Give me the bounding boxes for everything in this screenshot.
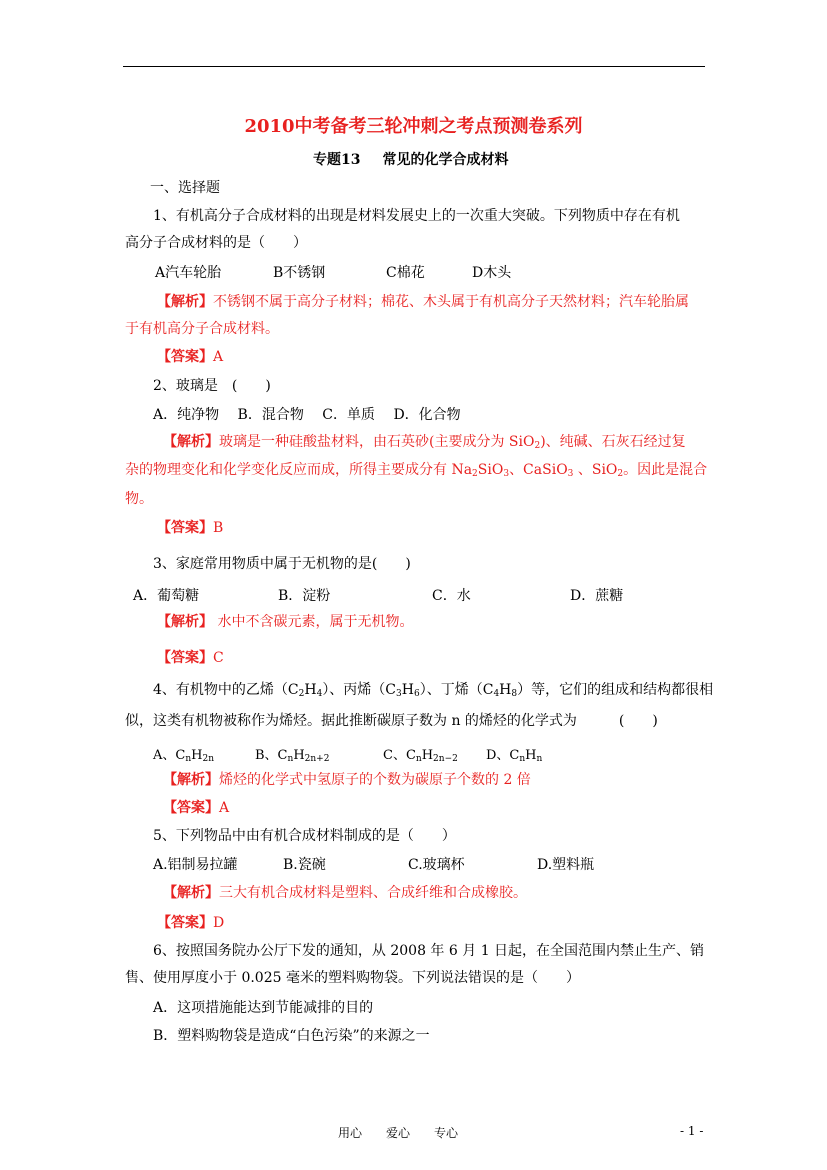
footer-motto: 用心 爱心 专心: [338, 1126, 459, 1140]
q1-line2: 高分子合成材料的是（ ）: [125, 235, 307, 251]
q4-answer: 【答案】A: [163, 800, 230, 816]
q1-option-c: C棉花: [386, 265, 425, 281]
q1-analysis-line1: 【解析】不锈钢不属于高分子材料；棉花、木头属于有机高分子天然材料；汽车轮胎属: [157, 294, 689, 310]
q4-option-a: A、$C_nH_{2n}$: [153, 748, 215, 764]
q2-line1: 2、玻璃是 ( ): [153, 378, 271, 394]
q3-option-d: D．蔗糖: [570, 588, 624, 604]
q5-analysis: 【解析】三大有机合成材料是塑料、合成纤维和合成橡胶。: [163, 885, 527, 901]
q3-analysis: 【解析】 水中不含碳元素，属于无机物。: [157, 614, 414, 630]
q5-option-b: B.瓷碗: [283, 857, 326, 873]
q4-line1: 4、有机物中的乙烯$(C_2H_4)$、丙烯$(C_3H_6)$、丁烯$(C_4H_8)$等，它们的组成和结构都很相: [153, 682, 714, 699]
q5-answer: 【答案】D: [157, 915, 225, 931]
q3-option-c: C．水: [432, 588, 471, 604]
q4-option-d: D、$C_nH_n$: [486, 748, 543, 764]
q4-option-c: C、$C_nH_{2n-2}$: [383, 748, 458, 764]
q2-options: A．纯净物 B．混合物 C．单质 D．化合物: [153, 407, 461, 423]
q1-option-a: A汽车轮胎: [155, 265, 222, 281]
q6-option-a: A．这项措施能达到节能减排的目的: [153, 1000, 374, 1016]
q2-analysis-line1: 【解析】玻璃是一种硅酸盐材料，由石英砂(主要成分为 SiO$_2$)、纯碱、石灰石经过复: [163, 434, 686, 451]
q5-line1: 5、下列物品中由有机合成材料制成的是（ ）: [153, 828, 456, 844]
q1-answer: 【答案】A: [157, 349, 224, 365]
q3-answer: 【答案】C: [157, 650, 224, 666]
page-title: 2010中考备考三轮冲刺之考点预测卷系列: [244, 116, 583, 137]
q5-option-a: A.铝制易拉罐: [153, 857, 238, 873]
q6-line2: 售、使用厚度小于 0.025 毫米的塑料购物袋。下列说法错误的是（ ）: [125, 970, 580, 986]
header-rule: [123, 66, 705, 67]
q1-option-d: D木头: [472, 265, 512, 281]
q3-line1: 3、家庭常用物质中属于无机物的是( ): [153, 556, 411, 572]
q2-analysis-line3: 物。: [125, 491, 153, 507]
section-label: 一、选择题: [150, 180, 220, 196]
q3-option-a: A．葡萄糖: [133, 588, 200, 604]
page-number: - 1 -: [680, 1124, 704, 1138]
q2-answer: 【答案】B: [157, 520, 224, 536]
q2-analysis-line2: 杂的物理变化和化学变化反应而成，所得主要成分有 $Na_2SiO_3$、CaSiO$_3$ 、SiO$_2$。因此是混合: [125, 462, 708, 479]
q6-line1: 6、按照国务院办公厅下发的通知，从 2008 年 6 月 1 日起，在全国范围内禁止生产、销: [153, 943, 705, 959]
q4-option-b: B、$C_nH_{2n+2}$: [255, 748, 330, 764]
q6-option-b: B．塑料购物袋是造成“白色污染”的来源之一: [153, 1028, 430, 1044]
q1-option-b: B不锈钢: [273, 265, 326, 281]
q5-option-d: D.塑料瓶: [537, 857, 595, 873]
q4-line2: 似，这类有机物被称作为烯烃。据此推断碳原子数为 n 的烯烃的化学式为 ( ): [125, 713, 658, 729]
q1-line1: 1、有机高分子合成材料的出现是材料发展史上的一次重大突破。下列物质中存在有机: [153, 208, 680, 224]
q3-option-b: B．淀粉: [278, 588, 331, 604]
topic-subtitle: 专题13 常见的化学合成材料: [313, 152, 509, 168]
q4-analysis: 【解析】烯烃的化学式中氢原子的个数为碳原子个数的 2 倍: [163, 772, 531, 788]
q5-option-c: C.玻璃杯: [408, 857, 465, 873]
q1-analysis-line2: 于有机高分子合成材料。: [125, 321, 279, 337]
